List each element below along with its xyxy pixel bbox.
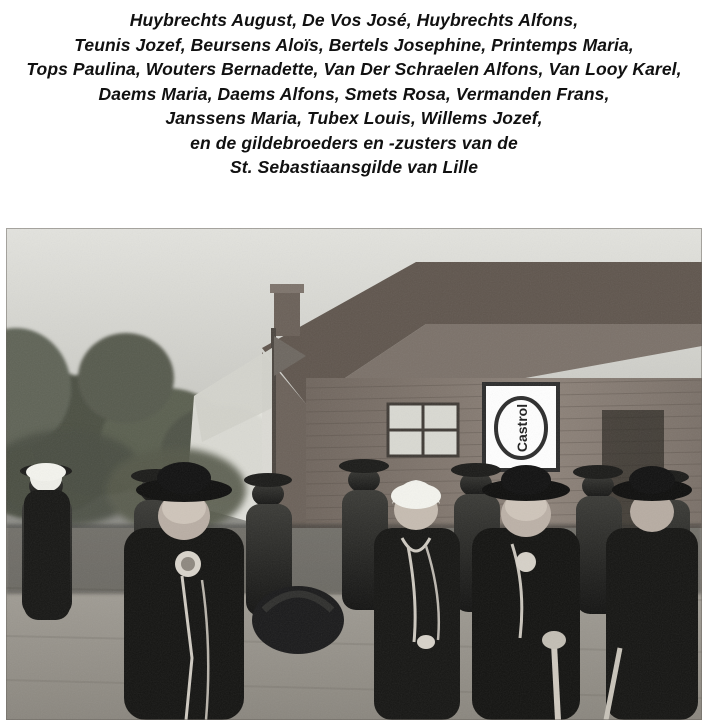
- photo-caption: [0, 0, 708, 180]
- caption-line-5: Janssens Maria, Tubex Louis, Willems Jozef,: [165, 108, 543, 128]
- photo-illustration: [6, 228, 702, 720]
- caption-line-1: Huybrechts August, De Vos José, Huybrechts Alfons,: [129, 10, 579, 30]
- caption-line-4: Daems Maria, Daems Alfons, Smets Rosa, Vermanden Frans,: [98, 83, 610, 104]
- castrol-sign-text: Castrol: [514, 403, 530, 453]
- castrol-sign: [484, 384, 558, 470]
- caption-line-7: St. Sebastiaansgilde van Lille: [229, 157, 479, 177]
- caption-line-6: en de gildebroeders en -zusters van de: [190, 132, 518, 153]
- caption-line-3: Tops Paulina, Wouters Bernadette, Van Der Schraelen Alfons, Van Looy Karel,: [26, 59, 682, 79]
- caption-line-2: Teunis Jozef, Beursens Aloïs, Bertels Josephine, Printemps Maria,: [74, 34, 634, 55]
- guild-procession-photo: [6, 228, 702, 720]
- carried-bag: [252, 586, 344, 654]
